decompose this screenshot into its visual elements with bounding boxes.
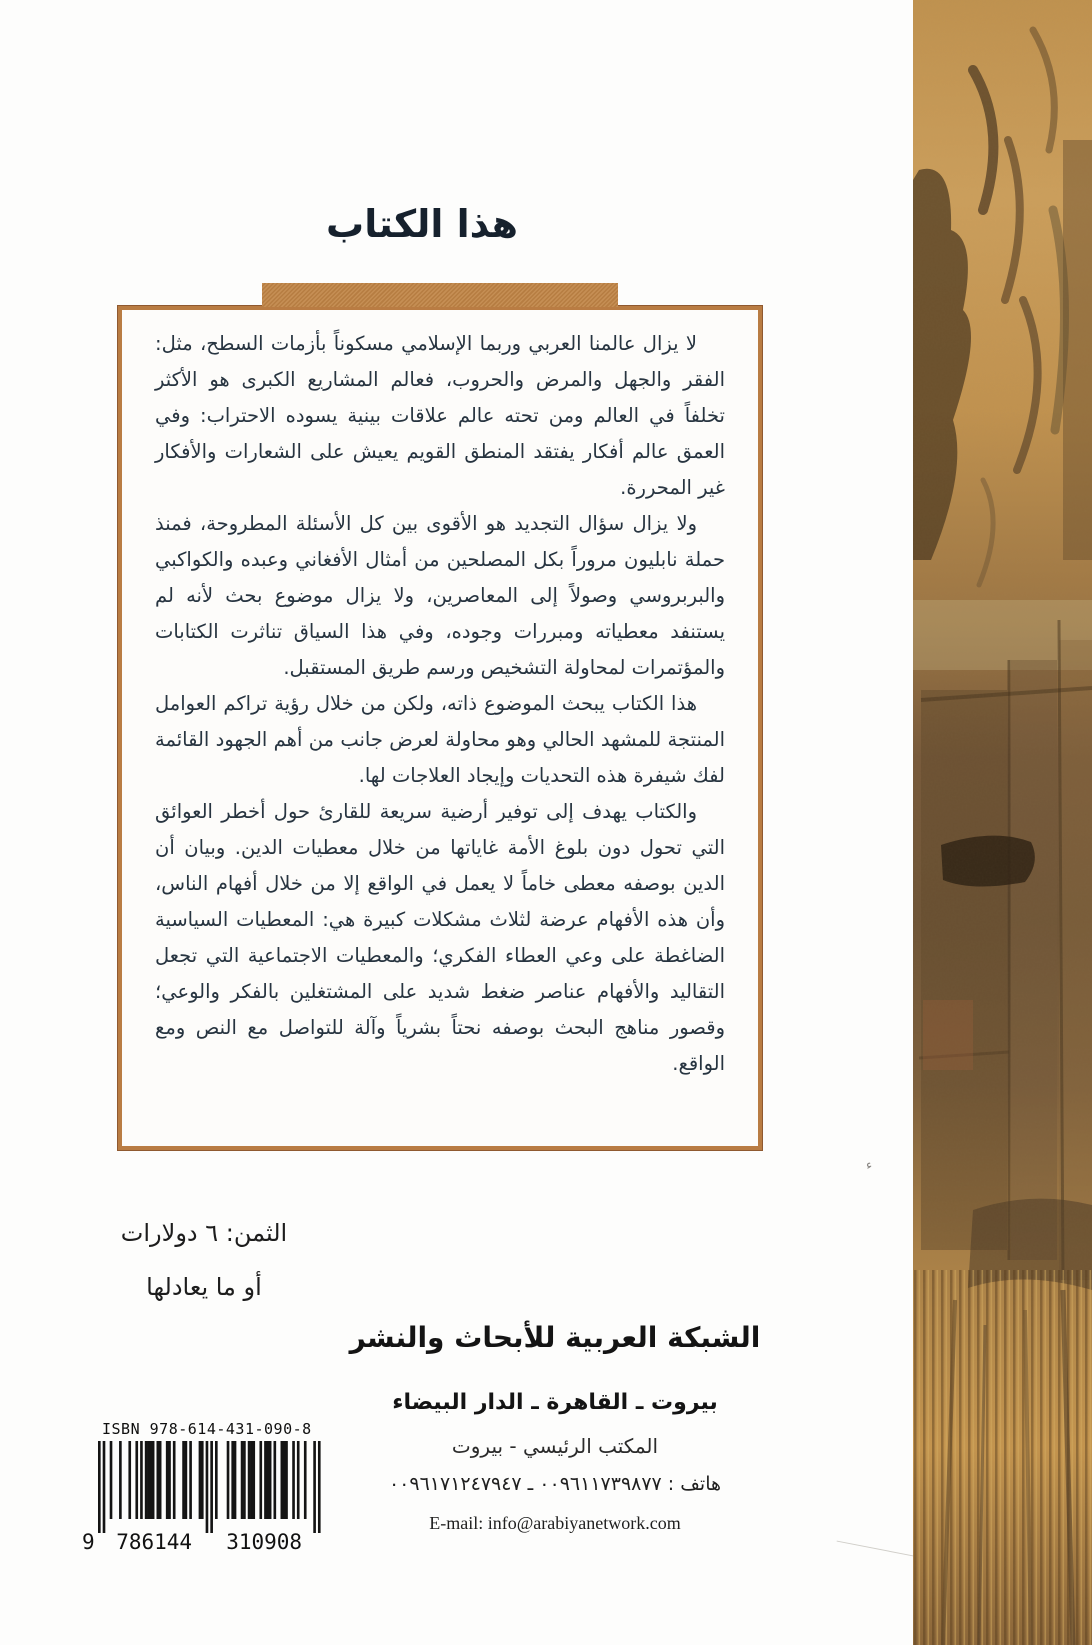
publisher-block [330,1318,780,1536]
isbn-label: ISBN 978-614-431-090-8 [102,1420,312,1438]
svg-text:9: 9 [82,1530,95,1553]
price-line-2: أو ما يعادلها [146,1273,262,1301]
description-paragraph-4: والكتاب يهدف إلى توفير أرضية سريعة للقارئ حول أخطر العوائق التي تحول دون بلوغ الأمة غاياتها من خلال معطيات الدين. وبيان أن الدين بوصفه معطى خاماً لا يعمل في الواقع إلا من خلال أفهام الناس، وأن هذه الأفهام عرضة لثلاث مشكلات كبيرة هي: المعطيات السياسية الضاغطة على وعي العطاء الفكري؛ والمعطيات الاجتماعية التي تجعل التقاليد والأفهام عناصر ضغط شديد على المشتغلين بالفكر والوعي؛ وقصور مناهج البحث بوصفه نحتاً بشرياً وآلة للتواصل مع النص ومع الواقع. [155,800,725,1075]
scan-speck: ء [864,1157,874,1174]
cover-art-strip [913,0,1092,1645]
ean13-barcode [82,1441,332,1553]
description-paragraph-3: هذا الكتاب يبحث الموضوع ذاته، ولكن من خلال رؤية تراكم العوامل المنتجة للمشهد الحالي وهو محاولة لعرض جانب من أهم الجهود القائمة لفك شيفرة هذه التحديات وإيجاد العلاجات لها. [155,692,725,787]
publisher-phone: هاتف : ٠٠٩٦١١٧٣٩٨٧٧ ـ ٠٠٩٦١٧١٢٤٧٩٤٧ [388,1473,722,1495]
publisher-name: الشبكة العربية للأبحاث والنشر [349,1321,761,1354]
svg-text:310908: 310908 [226,1530,303,1553]
scan-crease-line [837,1541,914,1557]
publisher-email: E-mail: info@arabiyanetwork.com [429,1513,681,1533]
description-box [118,306,762,1150]
cover-art-image [913,0,1092,1645]
publisher-office: المكتب الرئيسي - بيروت [451,1434,659,1458]
page-title: هذا الكتاب [326,202,518,246]
price-line-1: الثمن: ٦ دولارات [120,1219,288,1247]
isbn-block [82,1420,348,1553]
publisher-cities: بيروت ـ القاهرة ـ الدار البيضاء [392,1390,718,1415]
description-paragraph-2: ولا يزال سؤال التجديد هو الأقوى بين كل الأسئلة المطروحة، فمنذ حملة نابليون مروراً بكل المصلحين من أمثال الأفغاني وعبده والكواكبي والبربروسي وصولاً إلى المعاصرين، ولا يزال موضوع بحث لأنه لم يستنفد معطياته ومبررات وجوده، وفي هذا السياق تناثرت الكتابات والمؤتمرات لمحاولة التشخيص ورسم طريق المستقبل. [155,512,725,679]
svg-text:786144: 786144 [116,1530,193,1553]
description-paragraph-1: لا يزال عالمنا العربي وربما الإسلامي مسكوناً بأزمات السطح، مثل: الفقر والجهل والمرض والحروب، فعالم المشاريع الكبرى هو الأكثر تخلفاً في العالم ومن تحته عالم علاقات بينية يسوده الاحتراب: وفي العمق عالم أفكار يفتقد المنطق القويم يعيش على الشعارات والأفكار غير المحررة. [155,332,725,499]
title-accent-bar [262,283,618,307]
price-block [78,1206,330,1314]
